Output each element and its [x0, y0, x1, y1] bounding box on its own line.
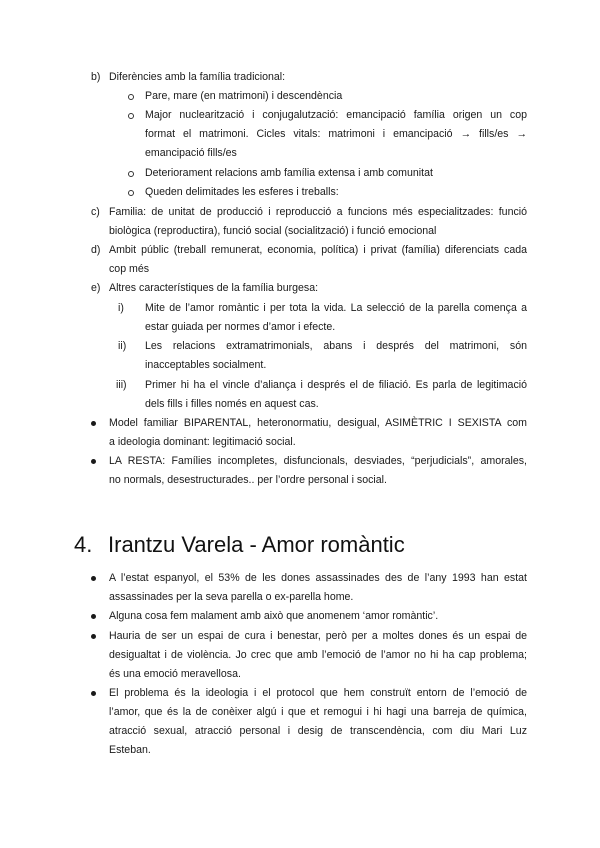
bullet-icon	[91, 634, 96, 639]
bullet-text: assassinades per la seva parella o ex-parella home.	[109, 591, 354, 603]
bullet-text: Model familiar BIPARENTAL, heteronormatiu, desigual, ASIMÈTRIC I SEXISTA com	[109, 417, 527, 429]
bullet-text: l’amor, que és la de conèixer algú i que et remogui i hi hagi una barreja de química,	[109, 706, 527, 718]
bullet-text: a ideologia dominant: legitimació social.	[109, 436, 296, 448]
roman-marker: iii)	[116, 379, 127, 391]
section-e-text: Altres característiques de la família burgesa:	[109, 282, 319, 294]
list-marker-e: e)	[91, 282, 101, 294]
section-number: 4.	[74, 532, 93, 557]
bullet-text: A l’estat espanyol, el 53% de les dones assassinades des de l’any 1993 han estat	[109, 572, 527, 584]
bullet-icon	[91, 459, 96, 464]
sub-item-text: Queden delimitades les esferes i treballs:	[145, 186, 339, 198]
sub-item-text: emancipació fills/es	[145, 147, 237, 159]
roman-item-text: Les relacions extramatrimonials, abans i després del matrimoni, són	[145, 340, 527, 352]
section-c-text: Familia: de unitat de producció i reproducció a funcions més especialitzades: funció	[109, 206, 527, 218]
hollow-bullet-icon	[128, 171, 134, 177]
bullet-text: no normals, desestructurades.. per l’ordre personal i social.	[109, 474, 387, 486]
section-d-text: Ambit públic (treball remunerat, economia, política) i privat (família) diferenciats cada	[109, 244, 527, 256]
bullet-text: és una emoció meravellosa.	[109, 668, 241, 680]
list-marker-d: d)	[91, 244, 101, 256]
roman-item-text: Primer hi ha el vincle d’aliança i després el de filiació. Es parla de legitimació	[145, 379, 527, 391]
hollow-bullet-icon	[128, 190, 134, 196]
sub-item-text: Pare, mare (en matrimoni) i descendència	[145, 90, 343, 102]
bullet-text: atracció sexual, atracció personal i desig de transcendència, com diu Mari Luz	[109, 725, 527, 737]
sub-item-text: format el matrimoni. Cicles vitals: matrimoni i emancipació → fills/es →	[145, 128, 527, 140]
roman-item-text: estar guiada per normes d’amor i efecte.	[145, 321, 336, 333]
section-d-text: cop més	[109, 263, 150, 275]
list-marker-b: b)	[91, 71, 101, 83]
section-c-text: biològica (reproductira), funció social (socialització) i funció emocional	[109, 225, 437, 237]
bullet-text: Hauria de ser un espai de cura i benestar, però per a moltes dones és un espai de	[109, 630, 527, 642]
hollow-bullet-icon	[128, 94, 134, 100]
roman-marker: ii)	[118, 340, 127, 352]
roman-item-text: dels fills i filles només en aquest cas.	[145, 398, 319, 410]
bullet-icon	[91, 576, 96, 581]
section-b-text: Diferències amb la família tradicional:	[109, 71, 286, 83]
section-heading: Irantzu Varela - Amor romàntic	[108, 532, 405, 557]
bullet-icon	[91, 614, 96, 619]
bullet-text: El problema és la ideologia i el protocol que hem construït entorn de l’emoció de	[109, 687, 527, 699]
bullet-text: Esteban.	[109, 744, 151, 756]
bullet-text: LA RESTA: Famílies incompletes, disfuncionals, desviades, “perjudicials”, amorales,	[109, 455, 527, 467]
list-marker-c: c)	[91, 206, 100, 218]
sub-item-text: Deteriorament relacions amb família extensa i amb comunitat	[145, 167, 433, 179]
roman-item-text: Mite de l’amor romàntic i per tota la vida. La selecció de la parella comença a	[145, 302, 527, 314]
sub-item-text: Major nuclearització i conjugalutzació: emancipació família origen un cop	[145, 109, 527, 121]
hollow-bullet-icon	[128, 113, 134, 119]
bullet-icon	[91, 691, 96, 696]
roman-item-text: inacceptables socialment.	[145, 359, 267, 371]
bullet-text: Alguna cosa fem malament amb això que anomenem ‘amor romàntic’.	[109, 610, 439, 622]
bullet-icon	[91, 421, 96, 426]
roman-marker: i)	[118, 302, 124, 314]
bullet-text: desigualtat i de violència. Jo crec que amb l’emoció de l’amor no hi ha cap problema;	[109, 649, 527, 661]
